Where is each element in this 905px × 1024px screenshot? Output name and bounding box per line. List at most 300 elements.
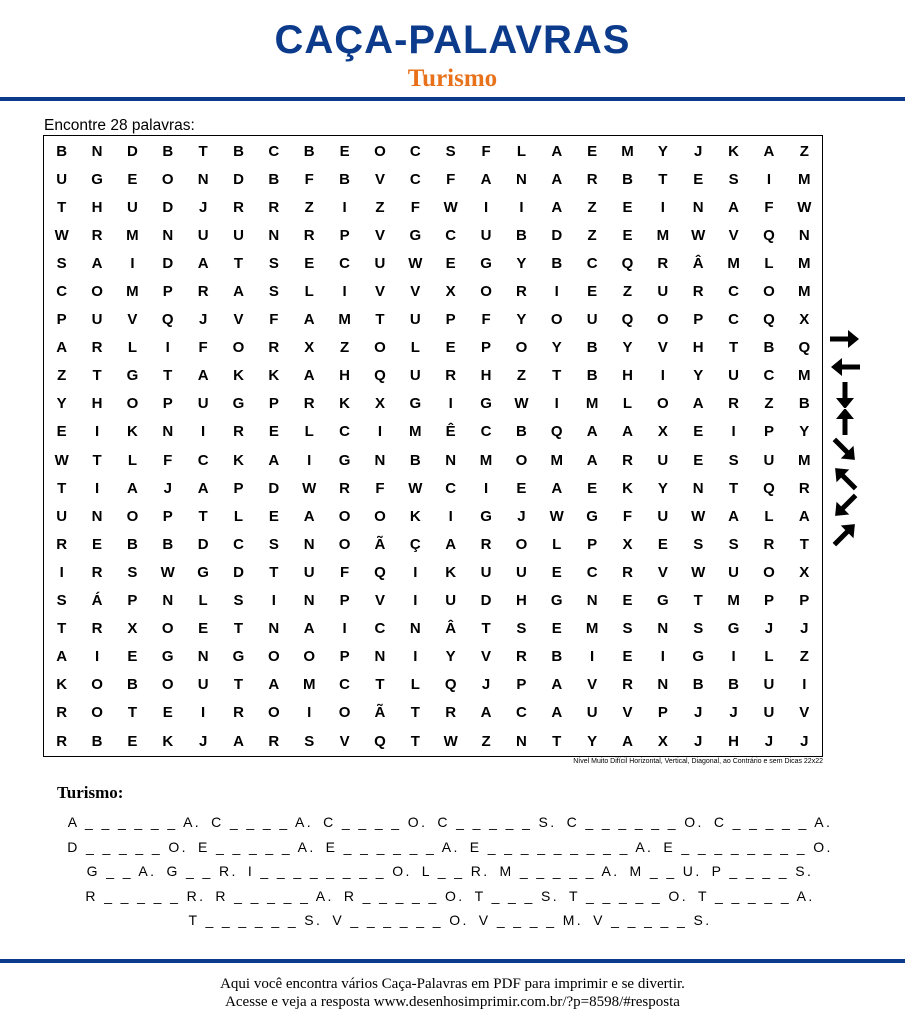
grid-letter: D: [233, 170, 244, 188]
grid-letter: E: [304, 254, 315, 272]
grid-letter: J: [694, 142, 703, 160]
grid-letter: N: [303, 592, 315, 610]
grid-letter: F: [375, 479, 385, 497]
grid-letter: W: [408, 479, 423, 497]
word-list-row: [20, 835, 880, 860]
grid-letter: E: [516, 479, 527, 497]
grid-letter: E: [162, 704, 173, 722]
grid-letter: S: [233, 592, 244, 610]
grid-letter: U: [728, 367, 739, 385]
grid-letter: S: [728, 535, 739, 553]
grid-letter: O: [515, 535, 528, 553]
grid-letter: U: [586, 311, 598, 329]
grid-letter: U: [763, 676, 775, 694]
grid-letter: R: [91, 620, 103, 638]
grid-letter: D: [162, 198, 174, 216]
grid-letter: X: [304, 339, 315, 357]
grid-letter: S: [268, 254, 279, 272]
grid-letter: S: [445, 142, 456, 160]
grid-letter: S: [622, 620, 633, 638]
grid-letter: I: [483, 198, 489, 216]
grid-letter: I: [590, 648, 595, 666]
grid-letter: W: [549, 507, 564, 525]
grid-letter: S: [127, 563, 138, 581]
grid-letter: C: [515, 704, 527, 722]
grid-letter: K: [233, 451, 244, 469]
grid-letter: A: [551, 479, 563, 497]
grid-letter: J: [694, 704, 703, 722]
grid-letter: O: [91, 283, 103, 301]
grid-letter: E: [657, 535, 668, 553]
grid-letter: L: [127, 339, 137, 357]
grid-letter: C: [763, 367, 775, 385]
grid-letter: X: [657, 732, 668, 750]
grid-letter: D: [162, 254, 174, 272]
grid-letter: V: [799, 704, 810, 722]
grid-letter: C: [197, 451, 209, 469]
grid-letter: Y: [657, 142, 668, 160]
grid-letter: L: [622, 395, 633, 413]
grid-letter: C: [374, 620, 386, 638]
grid-letter: O: [91, 676, 103, 694]
grid-letter: S: [304, 732, 315, 750]
grid-letter: S: [268, 535, 279, 553]
grid-letter: Z: [799, 648, 809, 666]
grid-letter: Á: [91, 592, 103, 610]
grid-letter: L: [410, 676, 420, 694]
grid-letter: I: [201, 423, 206, 441]
grid-letter: G: [197, 563, 209, 581]
grid-letter: A: [303, 507, 315, 525]
grid-letter: T: [410, 732, 420, 750]
grid-letter: T: [233, 254, 244, 272]
grid-letter: Z: [481, 732, 491, 750]
grid-letter: P: [268, 395, 279, 413]
grid-letter: Z: [304, 198, 314, 216]
grid-letter: U: [409, 311, 421, 329]
grid-letter: W: [691, 563, 706, 581]
grid-letter: N: [657, 676, 669, 694]
grid-letter: I: [413, 592, 418, 610]
grid-letter: Ã: [374, 535, 386, 553]
grid-letter: A: [126, 479, 138, 497]
grid-letter: Â: [445, 620, 457, 638]
grid-letter: I: [342, 198, 347, 216]
grid-letter: Q: [444, 676, 457, 694]
grid-letter: N: [409, 620, 421, 638]
grid-letter: M: [798, 170, 811, 188]
word-clue: C _ _ _ _ A.: [211, 814, 314, 830]
arrow-left-icon: [826, 354, 864, 380]
grid-letter: C: [586, 254, 598, 272]
grid-letter: C: [339, 423, 350, 441]
grid-letter: A: [303, 620, 315, 638]
arrow-down-left-icon: [826, 493, 864, 519]
word-clue: C _ _ _ _ _ A.: [713, 814, 833, 830]
grid-letter: U: [480, 226, 492, 244]
grid-letter: F: [622, 507, 633, 525]
grid-letter: J: [729, 704, 738, 722]
grid-letter: C: [480, 423, 492, 441]
grid-letter: J: [764, 620, 774, 638]
grid-letter: M: [585, 395, 599, 413]
grid-letter: Z: [340, 339, 350, 357]
grid-letter: H: [91, 395, 103, 413]
grid-letter: D: [268, 479, 280, 497]
word-clue: E _ _ _ _ _ A.: [197, 838, 316, 855]
grid-letter: J: [800, 732, 809, 750]
grid-letter: P: [56, 311, 67, 329]
grid-letter: D: [126, 142, 138, 160]
grid-letter: K: [445, 563, 457, 581]
word-clue: L _ _ R.: [421, 863, 490, 879]
grid-letter: X: [127, 620, 138, 638]
grid-letter: G: [550, 592, 563, 610]
grid-letter: K: [162, 732, 174, 750]
grid-letter: A: [268, 676, 280, 694]
grid-letter: I: [413, 563, 418, 581]
grid-letter: P: [162, 507, 173, 525]
grid-letter: N: [692, 198, 704, 216]
grid-letter: H: [480, 367, 492, 385]
grid-letter: G: [126, 367, 139, 385]
grid-letter: W: [514, 395, 529, 413]
grid-letter: A: [480, 170, 492, 188]
grid-letter: C: [56, 283, 68, 301]
word-clue: C _ _ _ _ _ _ O.: [566, 814, 704, 830]
grid-letter: H: [515, 592, 527, 610]
grid-letter: B: [763, 339, 775, 357]
grid-letter: O: [126, 507, 139, 525]
grid-letter: N: [515, 732, 527, 750]
grid-letter: N: [798, 226, 810, 244]
grid-letter: P: [799, 592, 810, 610]
grid-letter: T: [552, 732, 562, 750]
grid-letter: Z: [57, 367, 67, 385]
grid-letter: A: [197, 479, 209, 497]
grid-letter: F: [304, 170, 314, 188]
grid-letter: V: [374, 283, 385, 301]
grid-letter: L: [304, 423, 314, 441]
grid-letter: E: [56, 423, 67, 441]
grid-letter: A: [728, 198, 739, 216]
grid-letter: L: [410, 339, 420, 357]
grid-letter: R: [268, 339, 280, 357]
grid-letter: C: [268, 142, 280, 160]
grid-letter: G: [91, 170, 103, 188]
grid-letter: J: [800, 620, 809, 638]
grid-letter: Z: [799, 142, 809, 160]
grid-letter: N: [162, 423, 174, 441]
arrow-right-icon: [826, 326, 864, 352]
grid-letter: I: [554, 395, 559, 413]
grid-letter: P: [162, 283, 173, 301]
page-title: CAÇA-PALAVRAS: [274, 18, 631, 62]
grid-letter: T: [375, 676, 385, 694]
grid-letter: J: [764, 732, 774, 750]
grid-letter: I: [660, 367, 665, 385]
grid-letter: P: [516, 676, 527, 694]
grid-letter: E: [693, 451, 704, 469]
arrow-up-left-icon: [826, 465, 864, 491]
grid-letter: O: [374, 339, 386, 357]
grid-letter: W: [443, 198, 458, 216]
grid-letter: D: [233, 563, 244, 581]
grid-letter: R: [303, 395, 315, 413]
grid-letter: A: [551, 198, 563, 216]
grid-letter: G: [727, 620, 740, 638]
grid-letter: F: [340, 563, 350, 581]
grid-letter: P: [693, 311, 704, 329]
grid-letter: C: [339, 676, 350, 694]
grid-letter: O: [374, 142, 386, 160]
grid-letter: A: [551, 704, 563, 722]
grid-letter: K: [268, 367, 280, 385]
grid-letter: U: [480, 563, 492, 581]
grid-letter: O: [338, 507, 351, 525]
grid-letter: T: [410, 704, 420, 722]
grid-letter: O: [763, 283, 775, 301]
grid-letter: I: [271, 592, 276, 610]
grid-letter: T: [92, 451, 102, 469]
grid-letter: G: [586, 507, 598, 525]
grid-letter: Ç: [409, 535, 421, 553]
grid-letter: P: [127, 592, 138, 610]
grid-letter: R: [233, 198, 244, 216]
grid-letter: P: [481, 339, 492, 357]
word-clue: M _ _ U.: [629, 863, 702, 879]
grid-letter: Q: [763, 311, 775, 329]
grid-letter: V: [410, 283, 421, 301]
grid-letter: H: [622, 367, 633, 385]
grid-letter: Q: [621, 311, 634, 329]
word-clue: R _ _ _ _ _ A.: [215, 887, 334, 904]
grid-letter: P: [339, 226, 350, 244]
grid-letter: M: [727, 254, 740, 272]
grid-letter: M: [409, 423, 422, 441]
grid-letter: U: [657, 451, 669, 469]
grid-letter: C: [445, 479, 457, 497]
grid-letter: O: [268, 648, 280, 666]
grid-letter: U: [126, 198, 138, 216]
grid-letter: O: [303, 648, 316, 666]
word-clue: G _ _ R.: [166, 863, 238, 879]
grid-letter: U: [197, 395, 209, 413]
grid-letter: R: [268, 198, 280, 216]
arrow-down-right-icon: [826, 437, 864, 463]
grid-letter: R: [622, 451, 633, 469]
grid-letter: O: [161, 170, 174, 188]
grid-letter: R: [798, 479, 810, 497]
grid-letter: I: [94, 423, 100, 441]
grid-letter: I: [165, 339, 170, 357]
grid-letter: M: [798, 367, 811, 385]
grid-letter: M: [550, 451, 564, 469]
letter-grid: [44, 137, 822, 755]
grid-letter: E: [622, 648, 633, 666]
grid-letter: A: [586, 423, 598, 441]
grid-letter: S: [516, 620, 527, 638]
word-clue: E _ _ _ _ _ _ _ _ O.: [663, 838, 833, 855]
grid-letter: A: [56, 648, 68, 666]
grid-letter: B: [126, 535, 138, 553]
word-clue: E _ _ _ _ _ _ A.: [325, 838, 460, 855]
grid-letter: B: [515, 423, 527, 441]
grid-letter: L: [233, 507, 244, 525]
grid-letter: W: [54, 451, 69, 469]
grid-letter: G: [232, 648, 245, 666]
grid-letter: N: [197, 648, 209, 666]
word-list-title: Turismo:: [57, 783, 124, 802]
grid-letter: I: [448, 395, 453, 413]
grid-letter: F: [446, 170, 456, 188]
grid-letter: O: [550, 311, 563, 329]
grid-letter: Q: [161, 311, 174, 329]
grid-letter: E: [339, 142, 350, 160]
grid-letter: S: [693, 535, 704, 553]
grid-letter: E: [127, 170, 138, 188]
grid-letter: R: [692, 283, 704, 301]
grid-letter: A: [622, 732, 633, 750]
grid-letter: T: [799, 535, 809, 553]
grid-letter: R: [303, 226, 315, 244]
grid-letter: O: [91, 704, 103, 722]
word-clue: M _ _ _ _ _ A.: [499, 863, 620, 879]
grid-letter: O: [763, 563, 775, 581]
grid-letter: A: [197, 367, 209, 385]
grid-letter: E: [551, 563, 562, 581]
grid-letter: W: [691, 507, 706, 525]
grid-letter: F: [198, 339, 208, 357]
grid-letter: R: [445, 367, 457, 385]
grid-letter: B: [162, 142, 174, 160]
grid-letter: H: [728, 732, 739, 750]
word-clue: T _ _ _ _ _ _ S.: [188, 912, 323, 928]
grid-letter: A: [798, 507, 810, 525]
grid-letter: E: [587, 283, 598, 301]
grid-letter: R: [586, 170, 598, 188]
grid-letter: A: [56, 339, 68, 357]
grid-letter: H: [692, 339, 704, 357]
grid-letter: T: [481, 620, 491, 638]
grid-letter: R: [197, 283, 209, 301]
grid-letter: P: [763, 423, 774, 441]
grid-letter: V: [374, 170, 385, 188]
grid-letter: U: [657, 507, 669, 525]
arrow-down-icon: [826, 382, 864, 408]
grid-letter: T: [658, 170, 668, 188]
grid-letter: Y: [693, 367, 704, 385]
grid-letter: Y: [56, 395, 67, 413]
grid-letter: T: [693, 592, 703, 610]
grid-letter: A: [303, 367, 315, 385]
grid-letter: U: [657, 283, 669, 301]
grid-letter: B: [409, 451, 421, 469]
grid-letter: K: [409, 507, 421, 525]
grid-letter: T: [729, 339, 739, 357]
grid-letter: I: [554, 283, 559, 301]
grid-letter: V: [339, 732, 350, 750]
grid-letter: A: [303, 311, 315, 329]
grid-letter: I: [342, 283, 347, 301]
grid-letter: T: [57, 620, 67, 638]
grid-letter: M: [126, 283, 139, 301]
grid-letter: B: [515, 226, 527, 244]
grid-letter: E: [198, 620, 209, 638]
grid-letter: I: [130, 254, 135, 272]
grid-letter: K: [339, 395, 350, 413]
grid-letter: G: [692, 648, 705, 666]
grid-letter: N: [374, 648, 386, 666]
grid-letter: Z: [587, 198, 597, 216]
footer-line-2: Acesse e veja a resposta www.desenhosimprimir.com.br/?p=8598/#resposta: [225, 994, 680, 1010]
grid-letter: E: [693, 423, 704, 441]
grid-letter: R: [56, 704, 68, 722]
grid-letter: E: [551, 620, 562, 638]
grid-letter: N: [445, 451, 457, 469]
grid-letter: F: [410, 198, 420, 216]
grid-letter: A: [233, 283, 244, 301]
grid-letter: M: [338, 311, 351, 329]
grid-letter: A: [91, 254, 103, 272]
grid-letter: W: [443, 732, 458, 750]
grid-letter: I: [660, 648, 665, 666]
grid-letter: O: [268, 704, 280, 722]
grid-letter: B: [586, 339, 598, 357]
grid-letter: U: [763, 451, 775, 469]
grid-letter: B: [798, 395, 810, 413]
grid-letter: A: [445, 535, 457, 553]
grid-letter: G: [409, 395, 422, 413]
grid-letter: Y: [587, 732, 598, 750]
word-clue: T _ _ _ S.: [474, 887, 560, 904]
grid-letter: K: [622, 479, 633, 497]
grid-letter: L: [764, 648, 774, 666]
grid-letter: T: [233, 620, 244, 638]
grid-letter: V: [587, 676, 598, 694]
grid-letter: H: [339, 367, 350, 385]
header-rule: [0, 97, 905, 101]
grid-letter: E: [445, 339, 456, 357]
grid-letter: F: [269, 311, 279, 329]
grid-letter: Q: [763, 226, 775, 244]
grid-letter: Q: [763, 479, 775, 497]
grid-letter: I: [307, 451, 312, 469]
grid-letter: U: [56, 170, 68, 188]
grid-letter: A: [233, 732, 244, 750]
word-clue: A _ _ _ _ _ _ A.: [67, 814, 202, 830]
grid-letter: O: [338, 535, 351, 553]
grid-letter: I: [660, 198, 665, 216]
grid-letter: E: [92, 535, 103, 553]
grid-letter: I: [94, 648, 100, 666]
grid-letter: G: [480, 507, 492, 525]
grid-letter: B: [162, 535, 174, 553]
footer: [0, 975, 905, 1011]
grid-letter: E: [693, 170, 704, 188]
grid-letter: L: [764, 507, 774, 525]
grid-letter: J: [694, 732, 703, 750]
grid-letter: A: [197, 254, 209, 272]
grid-letter: Y: [657, 479, 668, 497]
grid-letter: Y: [622, 339, 633, 357]
grid-letter: O: [374, 507, 386, 525]
grid-letter: X: [799, 563, 810, 581]
grid-letter: E: [622, 198, 633, 216]
grid-letter: C: [586, 563, 598, 581]
word-clue: C _ _ _ _ _ S.: [437, 814, 557, 830]
grid-letter: D: [551, 226, 563, 244]
